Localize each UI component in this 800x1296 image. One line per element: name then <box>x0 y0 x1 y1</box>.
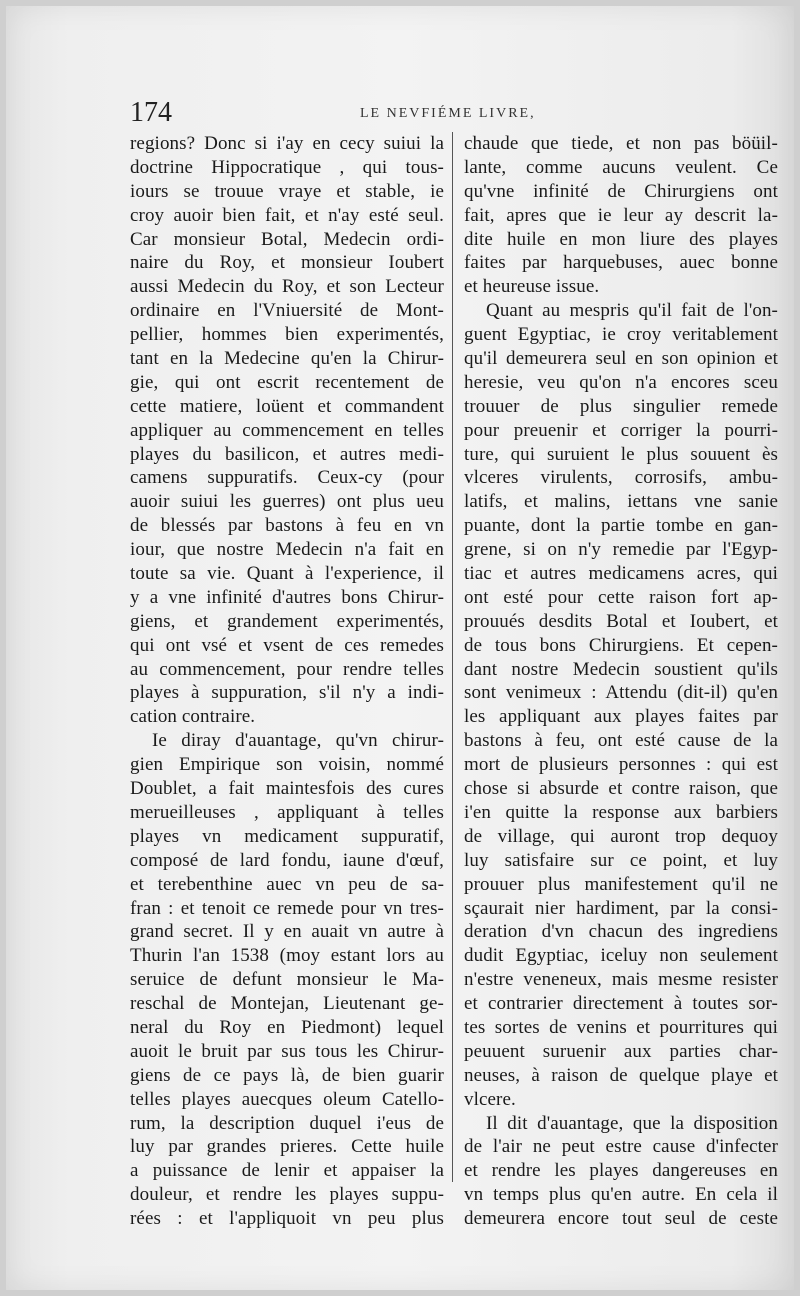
text-line: neuses, à raison de quelque playe et <box>464 1064 778 1086</box>
text-line: les appliquant aux playes faites par <box>464 706 778 728</box>
text-line: et contrarier directement à toutes sor- <box>464 993 778 1015</box>
text-line: dite huile en mon liure des playes <box>464 228 778 250</box>
text-line: y a vne infinité d'autres bons Chirur- <box>130 586 444 608</box>
text-line: sçaurait nier hardiment, par la consi- <box>464 897 778 919</box>
text-line: mort de plusieurs personnes : qui est <box>464 754 778 776</box>
text-line: latifs, et malins, iettans vne sanie <box>464 491 778 513</box>
text-line: trouuer de plus singulier remede <box>464 395 778 417</box>
text-line: et heureuse issue. <box>464 276 600 298</box>
text-line: vn temps plus qu'en autre. En cela il <box>464 1184 778 1206</box>
text-line: grand secret. Il y en auait vn autre à <box>130 921 444 943</box>
text-line: guent Egyptiac, ie croy veritablement <box>464 324 778 346</box>
text-line: fait, apres que ie leur ay descrit la- <box>464 204 778 226</box>
text-line: prouuer plus manifestement qu'il ne <box>464 873 778 895</box>
text-line: playes à suppuration, s'il n'y a indi- <box>130 682 444 704</box>
text-line: Ie diray d'auantage, qu'vn chirur- <box>152 730 444 752</box>
text-line: n'estre veneneux, mais mesme resister <box>464 969 778 991</box>
text-line: Doublet, a fait maintesfois des cures <box>130 778 444 800</box>
text-line: croy auoir bien fait, et n'ay esté seul. <box>130 204 444 226</box>
text-line: qui ont vsé et vsent de ces remedes <box>130 634 444 656</box>
text-line: fran : et tenoit ce remede pour vn tres- <box>130 897 444 919</box>
text-line: auoit le bruit par sus tous les Chirur- <box>130 1040 444 1062</box>
text-line: playes du basilicon, et autres medi- <box>130 443 444 465</box>
text-line: iours se trouue vraye et stable, ie <box>130 180 444 202</box>
text-line: i'en quitte la response aux barbiers <box>464 801 778 823</box>
text-line: gien Empirique son voisin, nommé <box>130 754 444 776</box>
text-line: merueilleuses , appliquant à telles <box>130 801 444 823</box>
text-line: telles playes auecques oleum Catello- <box>130 1088 444 1110</box>
text-line: toute sa vie. Quant à l'experience, il <box>130 563 444 585</box>
text-line: luy par grandes prieres. Cette huile <box>130 1136 444 1158</box>
column-divider <box>452 132 453 1182</box>
text-line: rées : et l'appliquoit vn peu plus <box>130 1208 444 1230</box>
text-line: lante, comme aucuns veulent. Ce <box>464 156 778 178</box>
text-line: qu'il demeurera seul en son opinion et <box>464 348 778 370</box>
text-line: demeurera encore tout seul de ceste <box>464 1208 778 1230</box>
text-line: et terebenthine auec vn peu de sa- <box>130 873 444 895</box>
text-line: puante, dont la partie tombe en gan- <box>464 515 778 537</box>
text-line: heresie, veu qu'on n'a encores sceu <box>464 371 778 393</box>
text-line: dudit Egyptiac, iceluy non seulement <box>464 945 778 967</box>
text-line: sont venimeux : Attendu (dit-il) qu'en <box>464 682 778 704</box>
running-head: LE NEVFIÉME LIVRE, <box>360 106 536 121</box>
text-line: de l'air ne peut estre cause d'infecter <box>464 1136 778 1158</box>
text-line: Car monsieur Botal, Medecin ordi- <box>130 228 444 250</box>
text-line: qu'vne infinité de Chirurgiens ont <box>464 180 778 202</box>
text-line: vlceres virulents, corrosifs, ambu- <box>464 467 778 489</box>
page-header <box>130 98 670 128</box>
text-line: peuuent suruenir aux parties char- <box>464 1040 778 1062</box>
text-line: pour preuenir et corriger la pourri- <box>464 419 778 441</box>
text-line: cation contraire. <box>130 706 256 728</box>
text-line: composé de lard fondu, iaune d'œuf, <box>130 849 444 871</box>
text-line: giens de ce pays là, de bien guarir <box>130 1064 444 1086</box>
text-line: vlcere. <box>464 1088 516 1110</box>
text-line: reschal de Montejan, Lieutenant ge- <box>130 993 444 1015</box>
text-line: tant en la Medecine qu'en la Chirur- <box>130 348 444 370</box>
text-line: et rendre les playes dangereuses en <box>464 1160 778 1182</box>
right-column <box>464 132 778 1230</box>
left-column <box>130 132 444 1230</box>
book-page <box>6 6 794 1290</box>
text-line: ont esté pour cette raison fort ap- <box>464 586 778 608</box>
text-line: au commencement, pour rendre telles <box>130 658 444 680</box>
text-line: ture, qui suruient le plus souuent ès <box>464 443 778 465</box>
text-line: playes vn medicament suppuratif, <box>130 825 444 847</box>
text-line: naire du Roy, et monsieur Ioubert <box>130 252 444 274</box>
text-line: auoir suiui les guerres) ont plus ueu <box>130 491 444 513</box>
text-line: appliquer au commencement en telles <box>130 419 444 441</box>
text-line: chaude que tiede, et non pas böüil- <box>464 133 778 154</box>
text-line: grene, si on n'y remedie par l'Egyp- <box>464 539 778 561</box>
text-line: de village, qui auront trop dequoy <box>464 825 778 847</box>
text-line: neral du Roy en Piedmont) lequel <box>130 1016 444 1038</box>
text-line: Thurin l'an 1538 (moy estant lors au <box>130 945 444 967</box>
text-line: tes sortes de venins et pourritures qui <box>464 1016 778 1038</box>
text-line: regions? Donc si i'ay en cecy suiui la <box>130 133 444 154</box>
text-line: iour, que nostre Medecin n'a fait en <box>130 539 444 561</box>
text-columns <box>130 132 778 1230</box>
text-line: seruice de defunt monsieur le Ma- <box>130 969 444 991</box>
text-line: Quant au mespris qu'il fait de l'on- <box>486 300 778 322</box>
text-line: ordinaire en l'Vniuersité de Mont- <box>130 300 444 322</box>
text-line: a puissance de lenir et appaiser la <box>130 1160 444 1182</box>
text-line: gie, qui ont escrit recentement de <box>130 371 444 393</box>
text-line: cette matiere, loüent et commandent <box>130 395 444 417</box>
text-line: pellier, hommes bien experimentés, <box>130 324 444 346</box>
text-line: de tous bons Chirurgiens. Et cepen- <box>464 634 778 656</box>
text-line: chose si absurde et contre raison, que <box>464 778 778 800</box>
text-line: faites par harquebuses, auec bonne <box>464 252 778 274</box>
text-line: camens suppuratifs. Ceux-cy (pour <box>130 467 444 489</box>
text-line: de blessés par bastons à feu en vn <box>130 515 444 537</box>
text-line: luy satisfaire sur ce point, et luy <box>464 849 778 871</box>
text-line: douleur, et rendre les playes suppu- <box>130 1184 444 1206</box>
text-line: giens, et grandement experimentés, <box>130 610 444 632</box>
text-line: prouués desdits Botal et Ioubert, et <box>464 610 778 632</box>
text-line: deration d'vn chacun des ingrediens <box>464 921 778 943</box>
text-line: tiac et autres medicamens acres, qui <box>464 563 778 585</box>
text-line: bastons à feu, ont esté cause de la <box>464 730 778 752</box>
text-line: rum, la description duquel i'eus de <box>130 1112 444 1134</box>
text-line: Il dit d'auantage, que la disposition <box>486 1112 778 1134</box>
text-line: dant nostre Medecin soustient qu'ils <box>464 658 778 680</box>
text-line: aussi Medecin du Roy, et son Lecteur <box>130 276 444 298</box>
text-line: doctrine Hippocratique , qui tous- <box>130 156 444 178</box>
page-number: 174 <box>130 97 172 128</box>
